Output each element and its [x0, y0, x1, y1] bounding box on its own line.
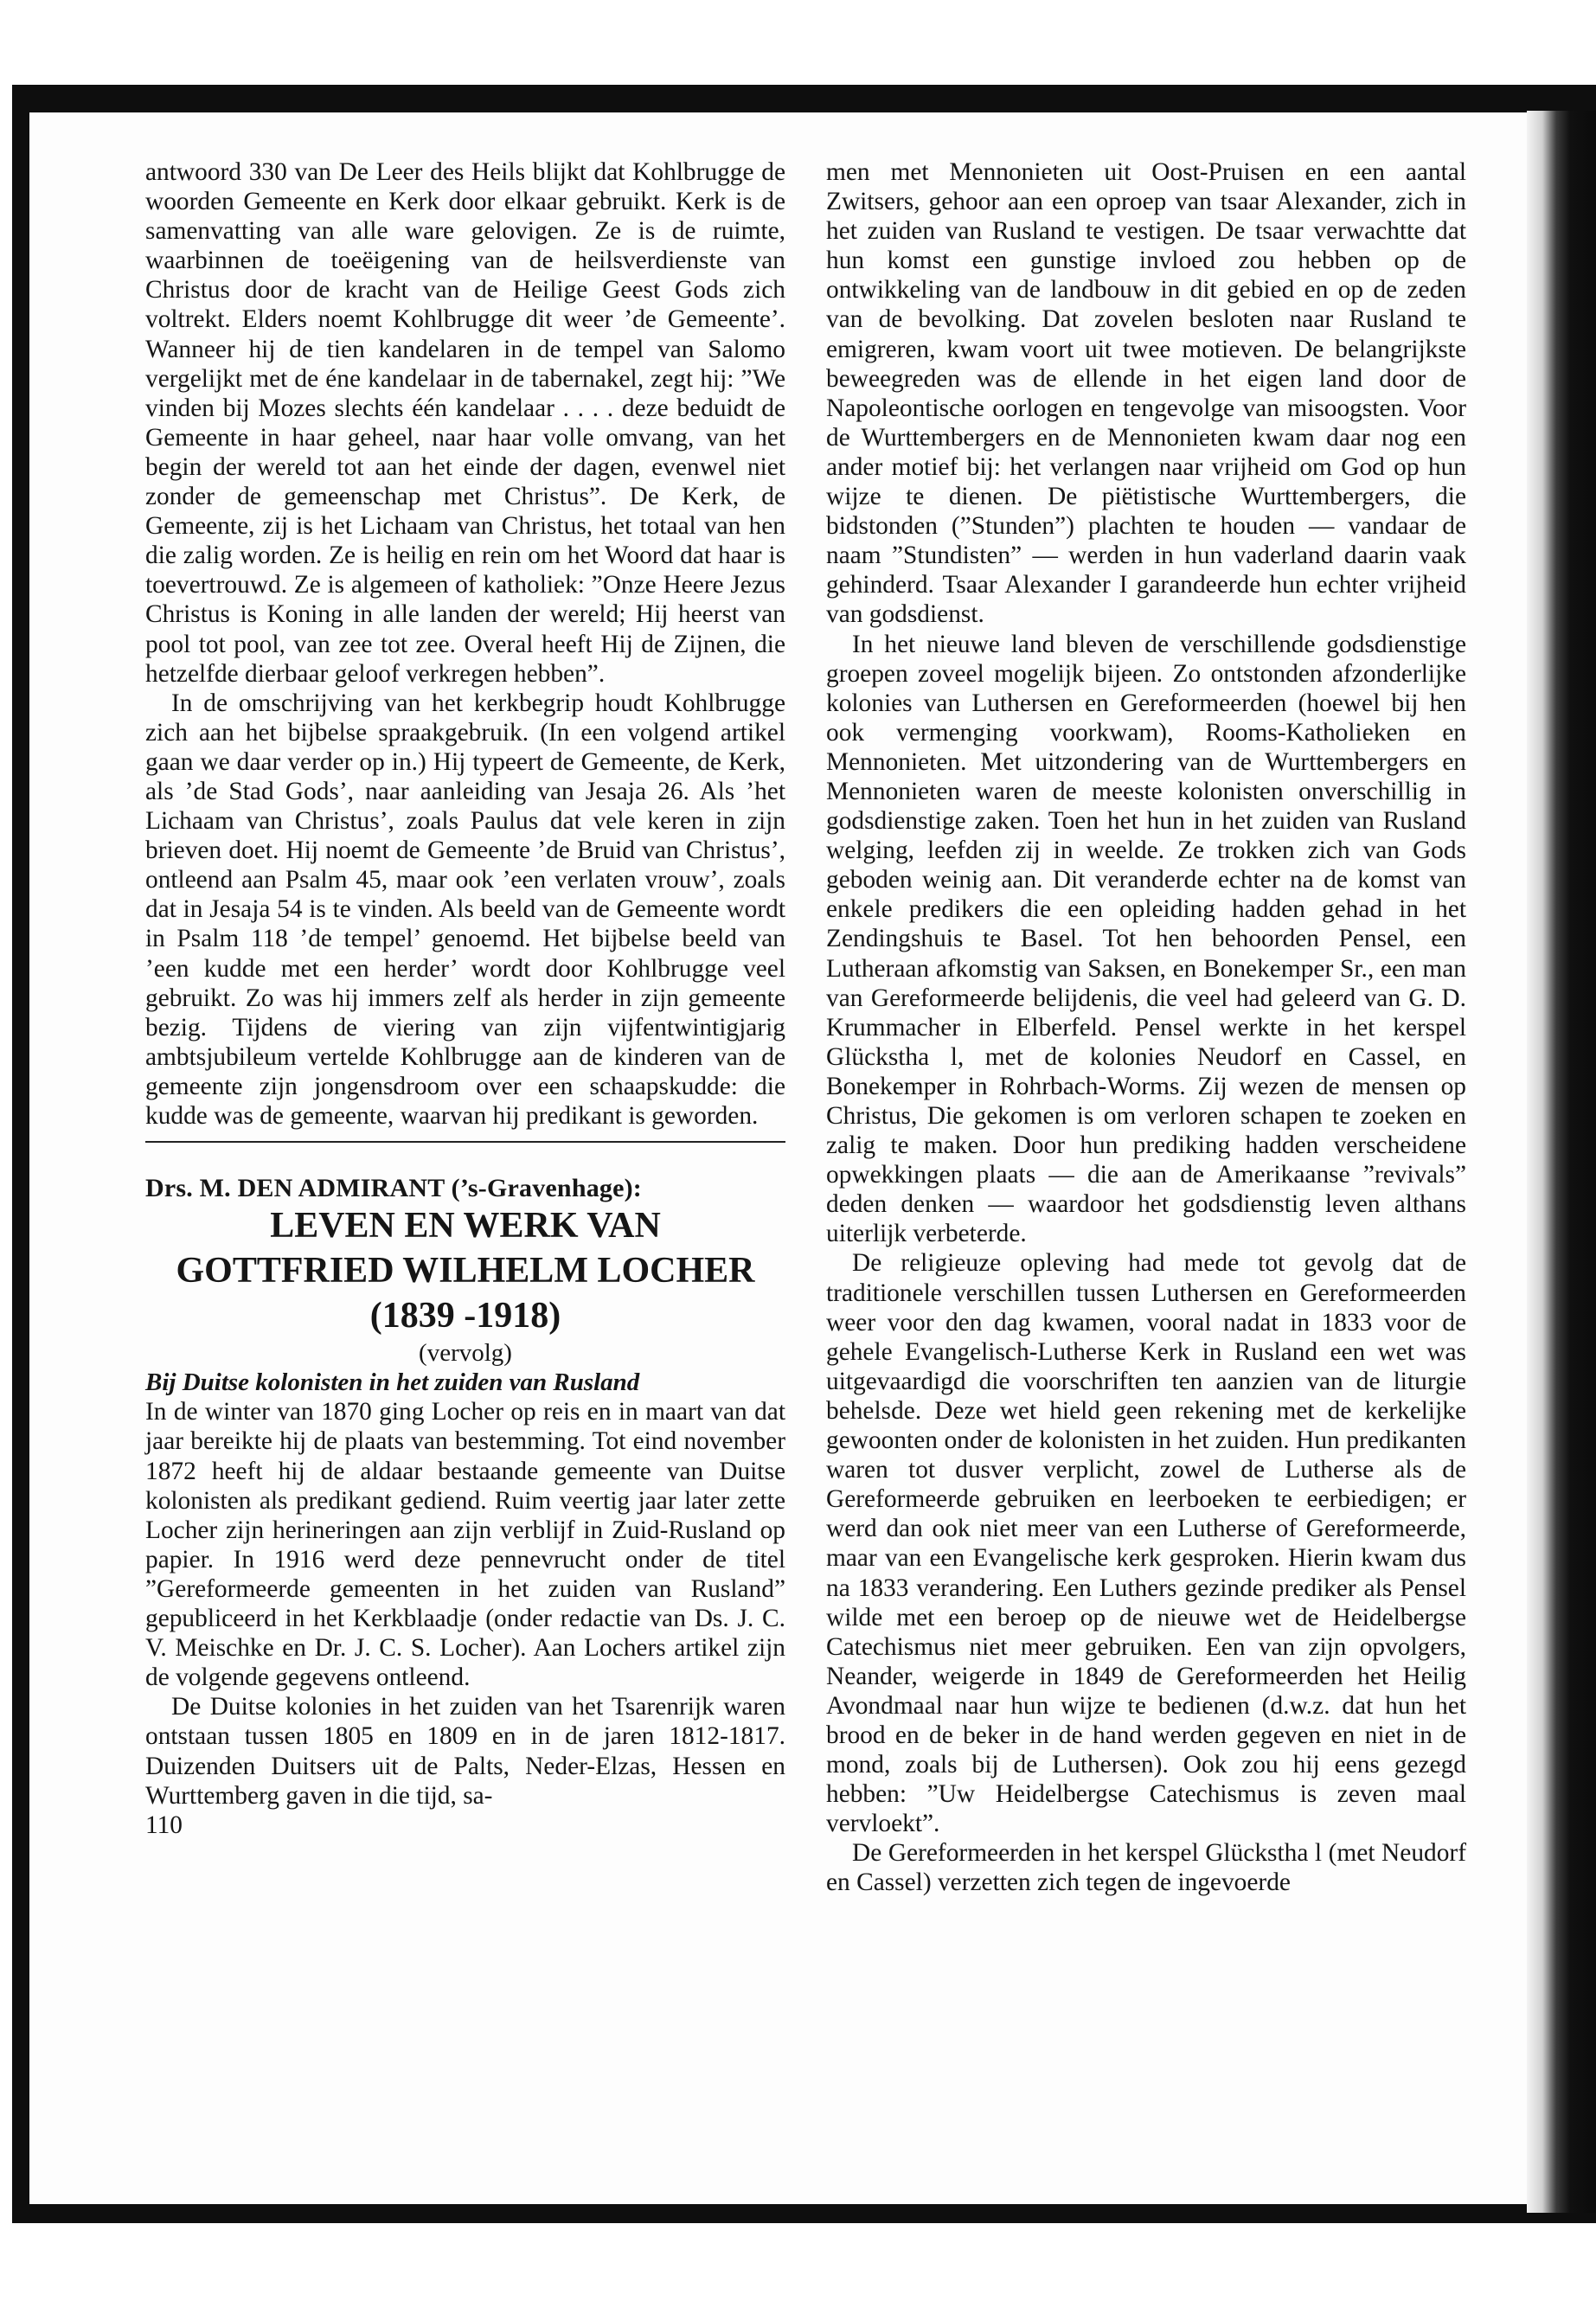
scan-frame-right-binding [1527, 111, 1596, 2213]
left-paragraph-1: antwoord 330 van De Leer des Heils blijkt dat Kohlbrugge de woorden Gemeente en Kerk door elkaar gebruikt. Kerk is de samenvatting van alle ware gelovigen. Ze is de ruimte, waarbinnen de toeëigening van de heilsverdienste van Christus door de kracht van de Heilige Geest Gods zich voltrekt. Elders noemt Kohlbrugge dit weer ’de Gemeente’. Wanneer hij de tien kandelaren in de tempel van Salomo vergelijkt met de éne kandelaar in de tabernakel, zegt hij: ”We vinden bij Mozes slechts één kandelaar . . . . deze beduidt de Gemeente in haar geheel, naar haar volle omvang, van het begin der wereld tot aan het einde der dagen, evenwel niet zonder de gemeenschap met Christus”. De Kerk, de Gemeente, zij is het Lichaam van Christus, het totaal van hen die zalig worden. Ze is heilig en rein om het Woord dat haar is toevertrouwd. Ze is algemeen of katholiek: ”Onze Heere Jezus Christus is Koning in alle landen der wereld; Hij heerst van pool tot pool, van zee tot zee. Overal heeft Hij de Zijnen, die hetzelfde dierbaar geloof verkregen hebben”. [145, 158, 785, 688]
right-paragraph-1: men met Mennonieten uit Oost-Pruisen en een aantal Zwitsers, gehoor aan een oproep van tsaar Alexander, zich in het zuiden van Rusland te vestigen. De tsaar verwachtte dat hun komst een gunstige invloed zou hebben op de ontwikkeling van de landbouw in dit gebied en op de zeden van de bevolking. Dat zovelen besloten naar Rusland te emigreren, kwam voort uit twee motieven. De belangrijkste beweegreden was de ellende in het eigen land door de Napoleontische oorlogen en tengevolge van misoogsten. Voor de Wurttembergers en de Mennonieten kwam daar nog een ander motief bij: het verlangen naar vrijheid om God op hun wijze te dienen. De piëtistische Wurttembergers, die bidstonden (”Stunden”) plachten te houden — vandaar de naam ”Stundisten” — werden in hun vaderland daarin vaak gehinderd. Tsaar Alexander I garandeerde hun echter vrijheid van godsdienst. [826, 158, 1466, 629]
page-number: 110 [145, 1811, 183, 1839]
article-continued-label: (vervolg) [419, 1339, 512, 1368]
article-paragraph-2: De Duitse kolonies in het zuiden van het Tsarenrijk waren ontstaan tussen 1805 en 1809 en in de jaren 1812-1817. Duizenden Duitsers uit de Palts, Neder-Elzas, Hessen en Wurttemberg gaven in die tijd, sa- [145, 1693, 785, 1810]
article-paragraph-1: In de winter van 1870 ging Locher op reis en in maart van dat jaar bereikte hij de plaats van bestemming. Tot eind november 1872 heeft hij de aldaar bestaande gemeente van Duitse kolonisten als predikant gediend. Ruim veertig jaar later zette Locher zijn herineringen aan zijn verblijf in Zuid-Rusland op papier. In 1916 werd deze pennevrucht onder de titel ”Gereformeerde gemeenten in het zuiden van Rusland” gepubliceerd in het Kerkblaadje (onder redactie van Ds. J. C. V. Meischke en Dr. J. C. S. Locher). Aan Lochers artikel zijn de volgende gegevens ontleend. [145, 1398, 785, 1692]
scan-frame-top [12, 85, 1596, 112]
article-title-years: (1839 -1918) [369, 1296, 561, 1336]
scan-frame-bottom [12, 2204, 1596, 2223]
article-title-line-2: GOTTFRIED WILHELM LOCHER [176, 1251, 755, 1292]
section-divider [145, 1141, 785, 1143]
article-title-line-1: LEVEN EN WERK VAN [270, 1206, 661, 1247]
article-author: Drs. M. DEN ADMIRANT (’s-Gravenhage): [145, 1174, 643, 1203]
article-subheading: Bij Duitse kolonisten in het zuiden van Rusland [145, 1368, 640, 1397]
scan-frame-left [12, 85, 29, 2221]
right-paragraph-2: In het nieuwe land bleven de verschillende godsdienstige groepen zoveel mogelijk bijeen. Zo ontstonden afzonderlijke kolonies van Luthersen en Gereformeerden (hoewel bij hen ook vermenging voorkwam), Rooms-Katholieken en Mennonieten. Met uitzondering van de Wurttembergers en Mennonieten waren de meeste kolonisten onverschillig in godsdienstige zaken. Toen het hun in het zuiden van Rusland welging, leefden zij in weelde. Ze trokken zich van Gods geboden weinig aan. Dit veranderde echter na de komst van enkele predikers die een opleiding hadden gehad in het Zendingshuis te Basel. Tot hen behoorden Pensel, een Lutheraan afkomstig van Saksen, en Bonekemper Sr., een man van Gereformeerde belijdenis, die veel had geleerd van G. D. Krummacher in Elberfeld. Pensel werkte in het kerspel Glückstha l, met de kolonies Neudorf en Cassel, en Bonekemper in Rohrbach-Worms. Zij wezen de mensen op Christus, Die gekomen is om verloren schapen te zoeken en zalig te maken. Door hun prediking hadden verscheidene opwekkingen plaats — die aan de Amerikaanse ”revivals” deden denken — waardoor het godsdienstig leven althans uiterlijk verbeterde. [826, 630, 1466, 1248]
left-paragraph-2: In de omschrijving van het kerkbegrip houdt Kohlbrugge zich aan het bijbelse spraakgebruik. (In een volgend artikel gaan we daar verder op in.) Hij typeert de Gemeente, de Kerk, als ’de Stad Gods’, naar aanleiding van Jesaja 26. Als ’het Lichaam van Christus’, zoals Paulus dat vele keren in zijn brieven doet. Hij noemt de Gemeente ’de Bruid van Christus’, ontleend aan Psalm 45, maar ook ’een verlaten vrouw’, zoals dat in Jesaja 54 is te vinden. Als beeld van de Gemeente wordt in Psalm 118 ’de tempel’ genoemd. Het bijbelse beeld van ’een kudde met een herder’ wordt door Kohlbrugge veel gebruikt. Zo was hij immers zelf als herder in zijn gemeente bezig. Tijdens de viering van zijn vijfentwintigjarig ambtsjubileum vertelde Kohlbrugge aan de kinderen van de gemeente zijn jongensdroom over een schaapskudde: die kudde was de gemeente, waarvan hij predikant is geworden. [145, 689, 785, 1130]
right-paragraph-4: De Gereformeerden in het kerspel Glückstha l (met Neudorf en Cassel) verzetten zich tegen de ingevoerde [826, 1839, 1466, 1897]
right-column [826, 157, 1466, 1898]
left-column [145, 157, 785, 1840]
right-paragraph-3: De religieuze opleving had mede tot gevolg dat de traditionele verschillen tussen Luthersen en Gereformeerden weer voor den dag kwamen, vooral nadat in 1833 voor de gehele Evangelisch-Lutherse Kerk in Rusland een wet was uitgevaardigd die voorschriften ten aanzien van de liturgie behelsde. Deze wet hield geen rekening met de kerkelijke gewoonten onder de kolonisten in het zuiden. Hun predikanten waren tot dusver verplicht, zowel de Lutherse als de Gereformeerde gebruiken en leerboeken te eerbiedigen; er werd dan ook niet meer van een Lutherse of Gereformeerde, maar van een Evangelische kerk gesproken. Hierin kwam dus na 1833 verandering. Een Luthers gezinde prediker als Pensel wilde met een beroep op de nieuwe wet de Heidelbergse Catechismus niet meer gebruiken. Een van zijn opvolgers, Neander, weigerde in 1849 de Gereformeerden het Heilig Avondmaal naar hun wijze te bedienen (d.w.z. dat hun het brood en de beker in de hand werden gegeven en niet in de mond, zoals bij de Luthersen). Ook zou hij eens gezegd hebben: ”Uw Heidelbergse Catechismus is zeven maal vervloekt”. [826, 1249, 1466, 1838]
